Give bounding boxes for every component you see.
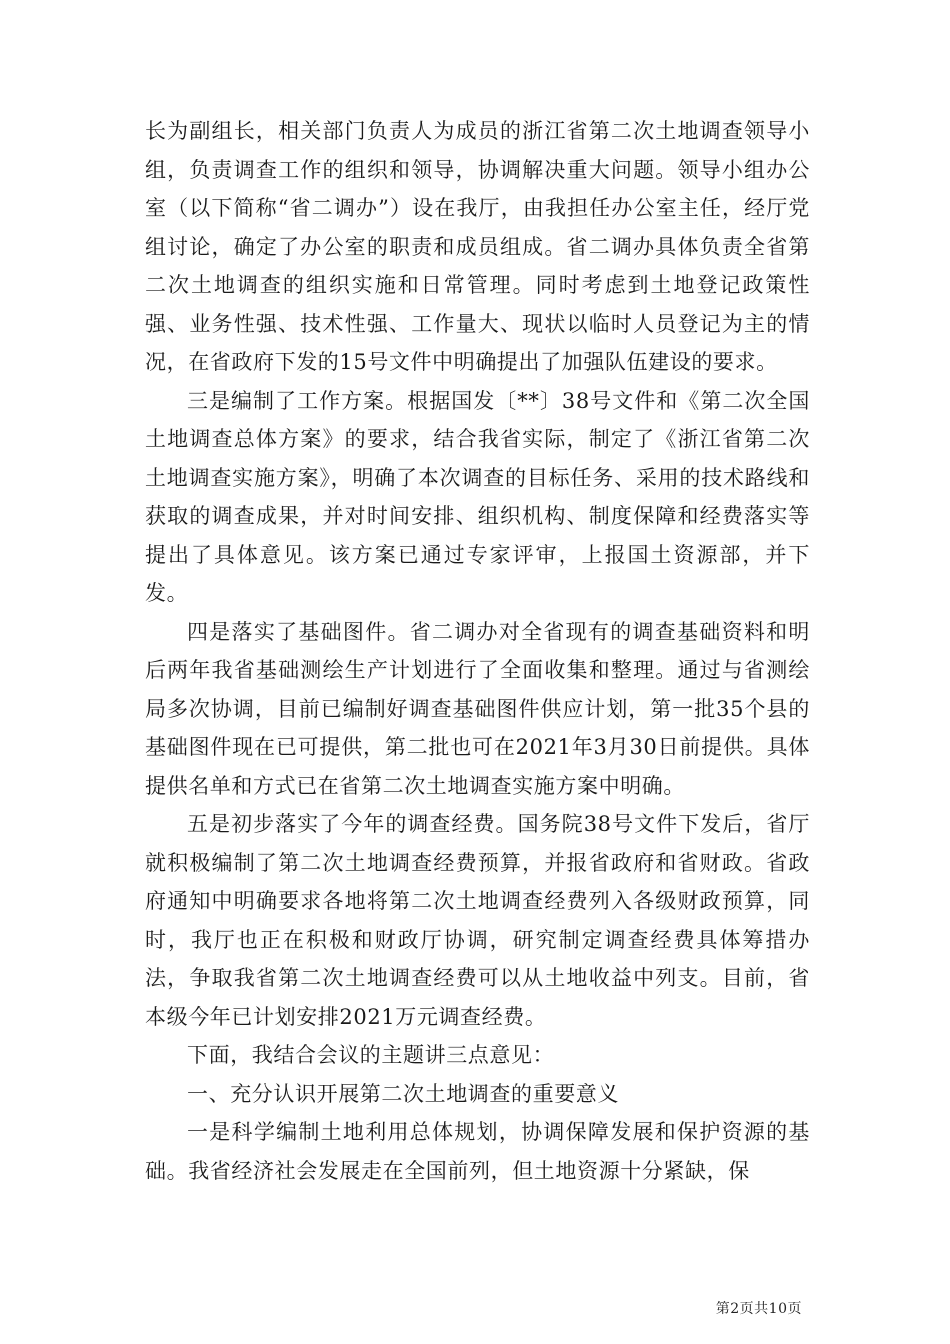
paragraph-2: 三是编制了工作方案。根据国发〔**〕38号文件和《第二次全国土地调查总体方案》的要求，结合我省实际，制定了《浙江省第二次土地调查实施方案》，明确了本次调查的目标任务、采用的技术路线和获取的调查成果，并对时间安排、组织机构、制度保障和经费落实等提出了具体意见。该方案已通过专家评审，上报国土资源部，并下发。 [145,388,810,605]
paragraph-4: 五是初步落实了今年的调查经费。国务院38号文件下发后，省厅就积极编制了第二次土地调查经费预算，并报省政府和省财政。省政府通知中明确要求各地将第二次土地调查经费列入各级财政预算，同时，我厅也正在积极和财政厅协调，研究制定调查经费具体筹措办法，争取我省第二次土地调查经费可以从土地收益中列支。目前，省本级今年已计划安排2021万元调查经费。 [145,812,810,1029]
paragraph-1: 长为副组长，相关部门负责人为成员的浙江省第二次土地调查领导小组，负责调查工作的组织和领导，协调解决重大问题。领导小组办公室（以下简称“省二调办”）设在我厅，由我担任办公室主任，经厅党组讨论，确定了办公室的职责和成员组成。省二调办具体负责全省第二次土地调查的组织实施和日常管理。同时考虑到土地登记政策性强、业务性强、技术性强、工作量大、现状以临时人员登记为主的情况，在省政府下发的15号文件中明确提出了加强队伍建设的要求。 [145,119,810,374]
section-heading: 一、充分认识开展第二次土地调查的重要意义 [187,1081,619,1106]
paragraph-5: 下面，我结合会议的主题讲三点意见： [187,1043,555,1067]
page-number: 第2页共10页 [715,1301,802,1317]
paragraph-3: 四是落实了基础图件。省二调办对全省现有的调查基础资料和明后两年我省基础测绘生产计划进行了全面收集和整理。通过与省测绘局多次协调，目前已编制好调查基础图件供应计划，第一批35个县的基础图件现在已可提供，第二批也可在2021年3月30日前提供。具体提供名单和方式已在省第二次土地调查实施方案中明确。 [145,619,810,798]
document-body [145,112,810,1190]
paragraph-6: 一是科学编制土地利用总体规划，协调保障发展和保护资源的基础。我省经济社会发展走在全国前列，但土地资源十分紧缺，保 [145,1120,810,1183]
